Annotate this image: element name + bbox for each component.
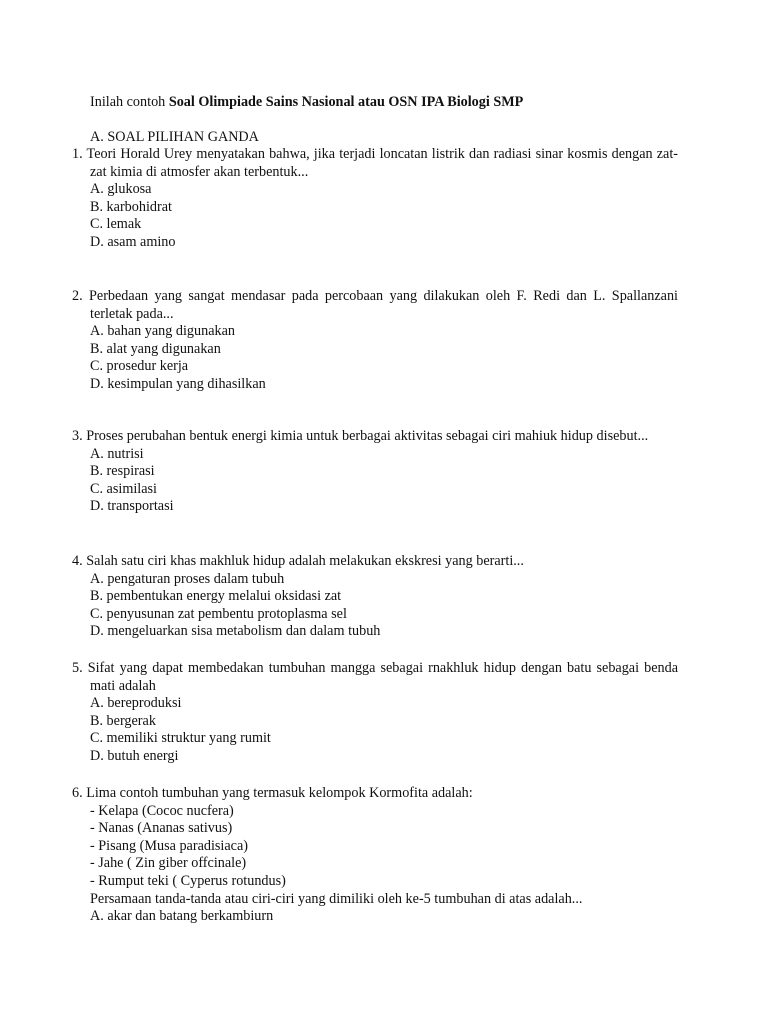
answer-option: C. memiliki struktur yang rumit [90, 730, 271, 747]
answer-option: C. asimilasi [90, 480, 157, 497]
answer-option: D. asam amino [90, 233, 176, 250]
answer-option: B. bergerak [90, 712, 156, 729]
intro-lead: Inilah contoh [90, 94, 169, 110]
intro-line [90, 94, 523, 112]
question-1 [72, 146, 678, 252]
question-stem: 1. Teori Horald Urey menyatakan bahwa, jika terjadi loncatan listrik dan radiasi sinar kosmis dengan zat-zat kimia di atmosfer akan terbentuk... [72, 146, 678, 180]
answer-option: A. pengaturan proses dalam tubuh [90, 570, 285, 587]
question-stem: 3. Proses perubahan bentuk energi kimia untuk berbagai aktivitas sebagai ciri mahiuk hidup disebut... [72, 428, 649, 444]
question-4 [72, 553, 678, 641]
plant-list-item: - Kelapa (Cococ nucfera) [90, 802, 234, 819]
answer-option: C. lemak [90, 216, 142, 233]
answer-option: D. mengeluarkan sisa metabolism dan dalam tubuh [90, 623, 381, 640]
answer-option: B. karbohidrat [90, 198, 172, 215]
question-stem: 6. Lima contoh tumbuhan yang termasuk kelompok Kormofita adalah: [72, 785, 473, 801]
answer-option: D. kesimpulan yang dihasilkan [90, 375, 266, 392]
question-3 [72, 428, 678, 516]
answer-option: B. respirasi [90, 463, 155, 480]
answer-option: A. nutrisi [90, 445, 144, 462]
answer-option: B. pembentukan energy melalui oksidasi zat [90, 588, 342, 605]
question-6 [72, 785, 678, 926]
question-followup: Persamaan tanda-tanda atau ciri-ciri yang dimiliki oleh ke-5 tumbuhan di atas adalah... [90, 890, 583, 907]
plant-list-item: - Nanas (Ananas sativus) [90, 820, 233, 837]
plant-list-item: - Pisang (Musa paradisiaca) [90, 837, 248, 854]
answer-option: A. bereproduksi [90, 695, 182, 712]
answer-option: C. prosedur kerja [90, 358, 189, 375]
intro-title: Soal Olimpiade Sains Nasional atau OSN IPA Biologi SMP [168, 94, 524, 110]
question-stem: 4. Salah satu ciri khas makhluk hidup adalah melakukan ekskresi yang berarti... [72, 553, 524, 569]
answer-option: D. transportasi [90, 498, 174, 515]
answer-option: A. akar dan batang berkambiurn [90, 908, 274, 925]
answer-option: A. glukosa [90, 181, 152, 198]
plant-list-item: - Jahe ( Zin giber offcinale) [90, 855, 247, 872]
question-stem: 2. Perbedaan yang sangat mendasar pada percobaan yang dilakukan oleh F. Redi dan L. Spallanzani terletak pada... [72, 288, 678, 322]
answer-option: A. bahan yang digunakan [90, 323, 235, 340]
section-title: A. SOAL PILIHAN GANDA [90, 129, 259, 145]
answer-option: D. butuh energi [90, 747, 179, 764]
plant-list-item: - Rumput teki ( Cyperus rotundus) [90, 872, 286, 889]
question-5 [72, 660, 678, 766]
question-2 [72, 288, 678, 394]
question-stem: 5. Sifat yang dapat membedakan tumbuhan mangga sebagai rnakhluk hidup dengan batu sebagai benda mati adalah [72, 660, 678, 694]
answer-option: B. alat yang digunakan [90, 340, 221, 357]
answer-option: C. penyusunan zat pembentu protoplasma sel [90, 605, 347, 622]
